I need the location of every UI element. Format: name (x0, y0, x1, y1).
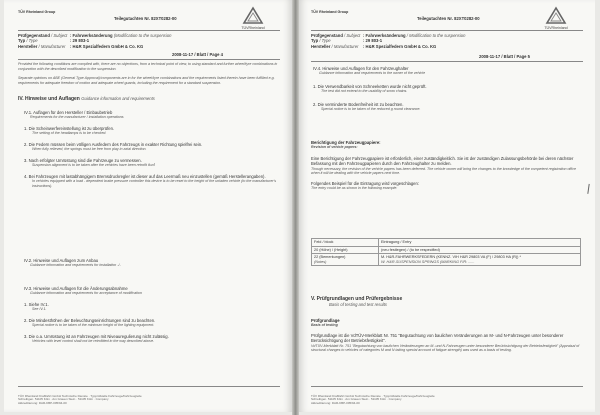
iv2-title: IV.2. Hinweise und Auflagen zum Anbau (24, 258, 99, 263)
papers-text: Eine Berichtigung der Fahrzeugpapiere ist erforderlich, einer zuständigkeitlich. Sie ist der zuständigen Zulassungsbehörde bei deren nächster Befassung mit den Fahrzeugpapieren durch den Fahrzeughalter zu melden. (311, 156, 574, 167)
papers-title: Berichtigung der Fahrzeugpapiere: (311, 140, 381, 145)
subject-value: : Fahrwerksänderung (70, 33, 113, 38)
manufacturer-label: Hersteller (18, 43, 38, 49)
iv1-title: IV.1. Auflagen für den Hersteller / Einbaubetrieb (24, 110, 113, 115)
right-footer (311, 395, 583, 406)
table-row (312, 254, 581, 266)
iv3-item-2: 2. Die Mindesthöhen der Beleuchtungseinrichtungen sind zu beachten. (24, 318, 156, 323)
subject-value: : Fahrwerksänderung (363, 33, 406, 38)
subject-value-en: / Modification to the suspension (406, 33, 466, 38)
footer-line-2: Schreibgen. 51105 Köln · Am Grauen Stein · 51105 Köln · Company (18, 397, 109, 402)
header-divider (311, 30, 583, 31)
row2-field: 22 (Bemerkungen) (314, 255, 346, 260)
iv2-dash: -/- (117, 263, 121, 268)
footer-line-2: Schreibgen. 51105 Köln · Am Grauen Stein · 51105 Köln · Company (311, 397, 402, 402)
iv1-item-3: 3. Nach erfolgter Umrüstung sind die Fahrzeuge zu vermessen. (24, 158, 142, 163)
document-number: Teilegutachten Nr. 82XT0282-00 (417, 16, 480, 21)
example-title-en: The entry could be as shown in the following example: (311, 186, 398, 191)
papers-text-en: Though necessary, the revision of the vehicle papers has been deferred. The vehicle owner will bring the changes to the knowledge of the competent registration office when it will be dealing with the vehicle papers next time. (311, 166, 577, 176)
header-divider-2 (18, 59, 280, 60)
logo-text: TÜVRheinland (241, 26, 265, 30)
type-value: : 29 803-1 (70, 38, 90, 44)
row2-entry-cell (379, 254, 581, 266)
basis-text-en: VdTÜV-Merkblatt Nr. 751 "Begutachtung von baulichen Veränderungen an M- und N-Fahrzeugen unter besonderer Berücksichtigung der Betriebsfestigkeit" (Appraisal of structural changes to vehicles of categories M and N taking special account of fatigue strength) was used as a basis of testing. (311, 343, 580, 353)
footer-line-1: TÜV Rheinland Kraftfahrt GmbH Technische Dienste · Typprüfstelle Fahrzeuge/Fahrzeugteile (18, 393, 142, 398)
iv1-item-2-en: When fully relieved, the springs must be free from play in axial direction. (32, 147, 147, 152)
iv4-item-1: 1. Die Verwendbarkeit von Schneeketten wurde nicht geprüft. (313, 84, 427, 89)
iv3-item-3-en: Vehicles with level control shall not be retrofitted in the way described above. (32, 339, 155, 344)
footer-divider (18, 386, 280, 387)
handwritten-note: ited (147, 163, 155, 168)
iv3-block (24, 286, 280, 344)
tuv-logo (236, 6, 270, 32)
section-v-heading-en: Basis of testing and test results (329, 302, 387, 308)
section-iv-title (18, 96, 280, 102)
section-iv-heading: IV. Hinweise und Auflagen (18, 96, 80, 102)
basis-text: Prüfgrundlage ist die VdTÜV-Merkblatt Nr. 751 "Begutachtung von baulichen Veränderungen an M- und N-Fahrzeugen unter besonderer Berücksichtigung der Betriebsfestigkeit". (311, 333, 564, 344)
type-label-en: / Type (319, 38, 331, 44)
table-row (312, 239, 581, 247)
subject-block (311, 33, 583, 49)
date-page: 2008-11-17 / Blatt / Page 4 (172, 52, 223, 57)
iv4-block (313, 66, 581, 112)
iv1-item-3-en: Suspension alignment is to be taken after the vehicles have been retrofit (32, 163, 147, 168)
papers-block (311, 140, 583, 191)
manufacturer-value: : H&R Spezialfedern GmbH & Co. KG (363, 43, 437, 49)
iv2-title-en: Guidance information and requirements for installation (30, 263, 117, 268)
row2-entry: M. H&R-FAHRWERKSFEDERN (KENNZ. VIH H&R 29803 VA (F) / 29803 HA (R)) * (381, 255, 521, 260)
subject-label: Prüfgegenstand (18, 33, 50, 38)
subject-label-en: / Subject (51, 33, 68, 38)
example-title: Folgendes Beispiel für die Eintragung wird vorgeschlagen: (311, 181, 420, 186)
section-v-body (311, 318, 583, 353)
manufacturer-label-en: / Manufacturer (38, 43, 66, 49)
footer-line-3: Akkreditierung: DAR-KBP-005/94-00 (311, 401, 360, 406)
row1-entry: (neu festlegen) / (to be respecified) (379, 246, 581, 254)
iv1-block (24, 110, 280, 189)
row1-field: 20 (Höhe) / (Height) (312, 246, 379, 254)
row2-entry-en: W. H&R-SUSPENSION SPRINGS (MARKING F/R: ...... (381, 259, 475, 264)
subject-label-en: / Subject (344, 33, 361, 38)
triangle-logo-icon (545, 6, 567, 26)
type-value: : 29 803-1 (363, 38, 383, 44)
iv1-item-1-en: The setting of the headlamps is to be checked. (32, 131, 107, 136)
tuv-logo (539, 6, 573, 32)
company-name: TÜV Rheinland Group (311, 10, 349, 14)
document-number: Teilegutachten Nr. 82XT0282-00 (114, 16, 177, 21)
iv2-block (24, 258, 280, 268)
iv3-title-en: Guidance information and requirements for acceptance of modification (30, 291, 142, 296)
iv1-item-4: 4. Bei Fahrzeugen mit lastabhängigem Bremsdruckregler ist dieser auf das Leermaß neu einzustellen (gemäß Herstellerangaben). (24, 174, 266, 179)
iv4-title: IV.4. Hinweise und Auflagen für den Fahrzeughalter (313, 66, 409, 71)
table-head-field: Feld / block (312, 239, 379, 247)
left-footer (18, 395, 280, 406)
iv1-item-2: 2. Die Federn müssen beim völligen Ausfedern des Fahrzeugs in exakter Richtung spielfrei sein. (24, 142, 203, 147)
subject-block (18, 33, 280, 49)
company-name: TÜV Rheinland Group (18, 10, 56, 14)
iv4-item-2-en: Special notice is to be taken of the reduced g round clearance. (321, 107, 421, 112)
iv4-item-2: 2. Die verminderte Bodenfreiheit ist zu beachten. (313, 102, 404, 107)
subject-label: Prüfgegenstand (311, 33, 343, 38)
iv3-item-1: 1. Siehe IV.1. (24, 302, 49, 307)
footer-line-1: TÜV Rheinland Kraftfahrt GmbH Technische Dienste · Typprüfstelle Fahrzeuge/Fahrzeugteile (311, 393, 435, 398)
manufacturer-label-en: / Manufacturer (331, 43, 359, 49)
row2-field-en: (Notes) (314, 259, 327, 264)
iv1-title-en: Requirements for the manufacturer / installation operations (30, 115, 124, 120)
iv3-title: IV.3. Hinweise und Auflagen für die Änderungsabnahme (24, 286, 128, 291)
footer-divider (311, 386, 583, 387)
left-page (4, 0, 292, 412)
iv1-item-1: 1. Die Scheinwerfereinstellung ist zu überprüfen. (24, 126, 115, 131)
manufacturer-label: Hersteller (311, 43, 331, 49)
section-v-heading: V. Prüfgrundlagen und Prüfergebnisse (311, 296, 403, 302)
logo-text: TÜVRheinland (544, 26, 568, 30)
manufacturer-value: : H&R Spezialfedern GmbH & Co. KG (70, 43, 144, 49)
iv3-item-1-en: See IV.1. (32, 307, 47, 312)
basis-subtitle-en: Basis of testing (311, 323, 338, 328)
header-divider-2 (311, 61, 583, 62)
basis-subtitle: Prüfgrundlage (311, 318, 340, 323)
book-gutter (292, 0, 299, 415)
table-head-entry: Eintragung / Entry (379, 239, 581, 247)
iv3-item-3: 3. Die o.a. Umrüstung ist an Fahrzeugen mit Niveauregulierung nicht zulässig. (24, 334, 169, 339)
intro-text-2: Separate opinions on ABE (General Type Approval)/components are in for the wheel/tyre combinations and the requirements listed therein have been fulfilled e.g. requirements for adequate freedom of motion and adequate wheel guards, including the requirement for a standard suspension. (18, 76, 275, 85)
footer-line-3: Akkreditierung: DAR-KBP-005/94-00 (18, 401, 67, 406)
type-label: Typ (311, 38, 319, 44)
iv4-title-en: Guidance information and requirements to the owner of the vehicle (319, 71, 426, 76)
section-iv-heading-en: Guidance information and requirements (81, 96, 155, 101)
right-page (299, 0, 595, 412)
triangle-logo-icon (242, 6, 264, 26)
section-v-title (311, 296, 583, 308)
iv1-item-4-en: In vehicles equipped with a load - dependent brake pressure controller this device is to be reset to the height of the unladen vehicle (to the manufacturer's instructions). (32, 179, 277, 188)
iv4-item-1-en: The test did not extend to the usability of snow chains. (321, 89, 408, 94)
papers-title-en: Revision of vehicle papers: (311, 145, 358, 150)
date-page: 2008-11-17 / Blatt / Page 5 (479, 54, 530, 59)
entry-table (311, 238, 581, 266)
type-label-en: / Type (26, 38, 38, 44)
intro-text: Provided the following conditions are complied with, there are no objections, from a technical point of view, to using standard and further wheel/tyre combinations in conjunction with the described modification to the suspension. (18, 62, 278, 71)
row2-field-cell (312, 254, 379, 266)
header-divider (18, 30, 280, 31)
subject-value-en: (Modification to the suspension (113, 33, 172, 38)
iv3-item-2-en: Special notice is to be taken of the minimum height of the lighting equipment. (32, 323, 155, 328)
type-label: Typ (18, 38, 26, 44)
table-row (312, 246, 581, 254)
